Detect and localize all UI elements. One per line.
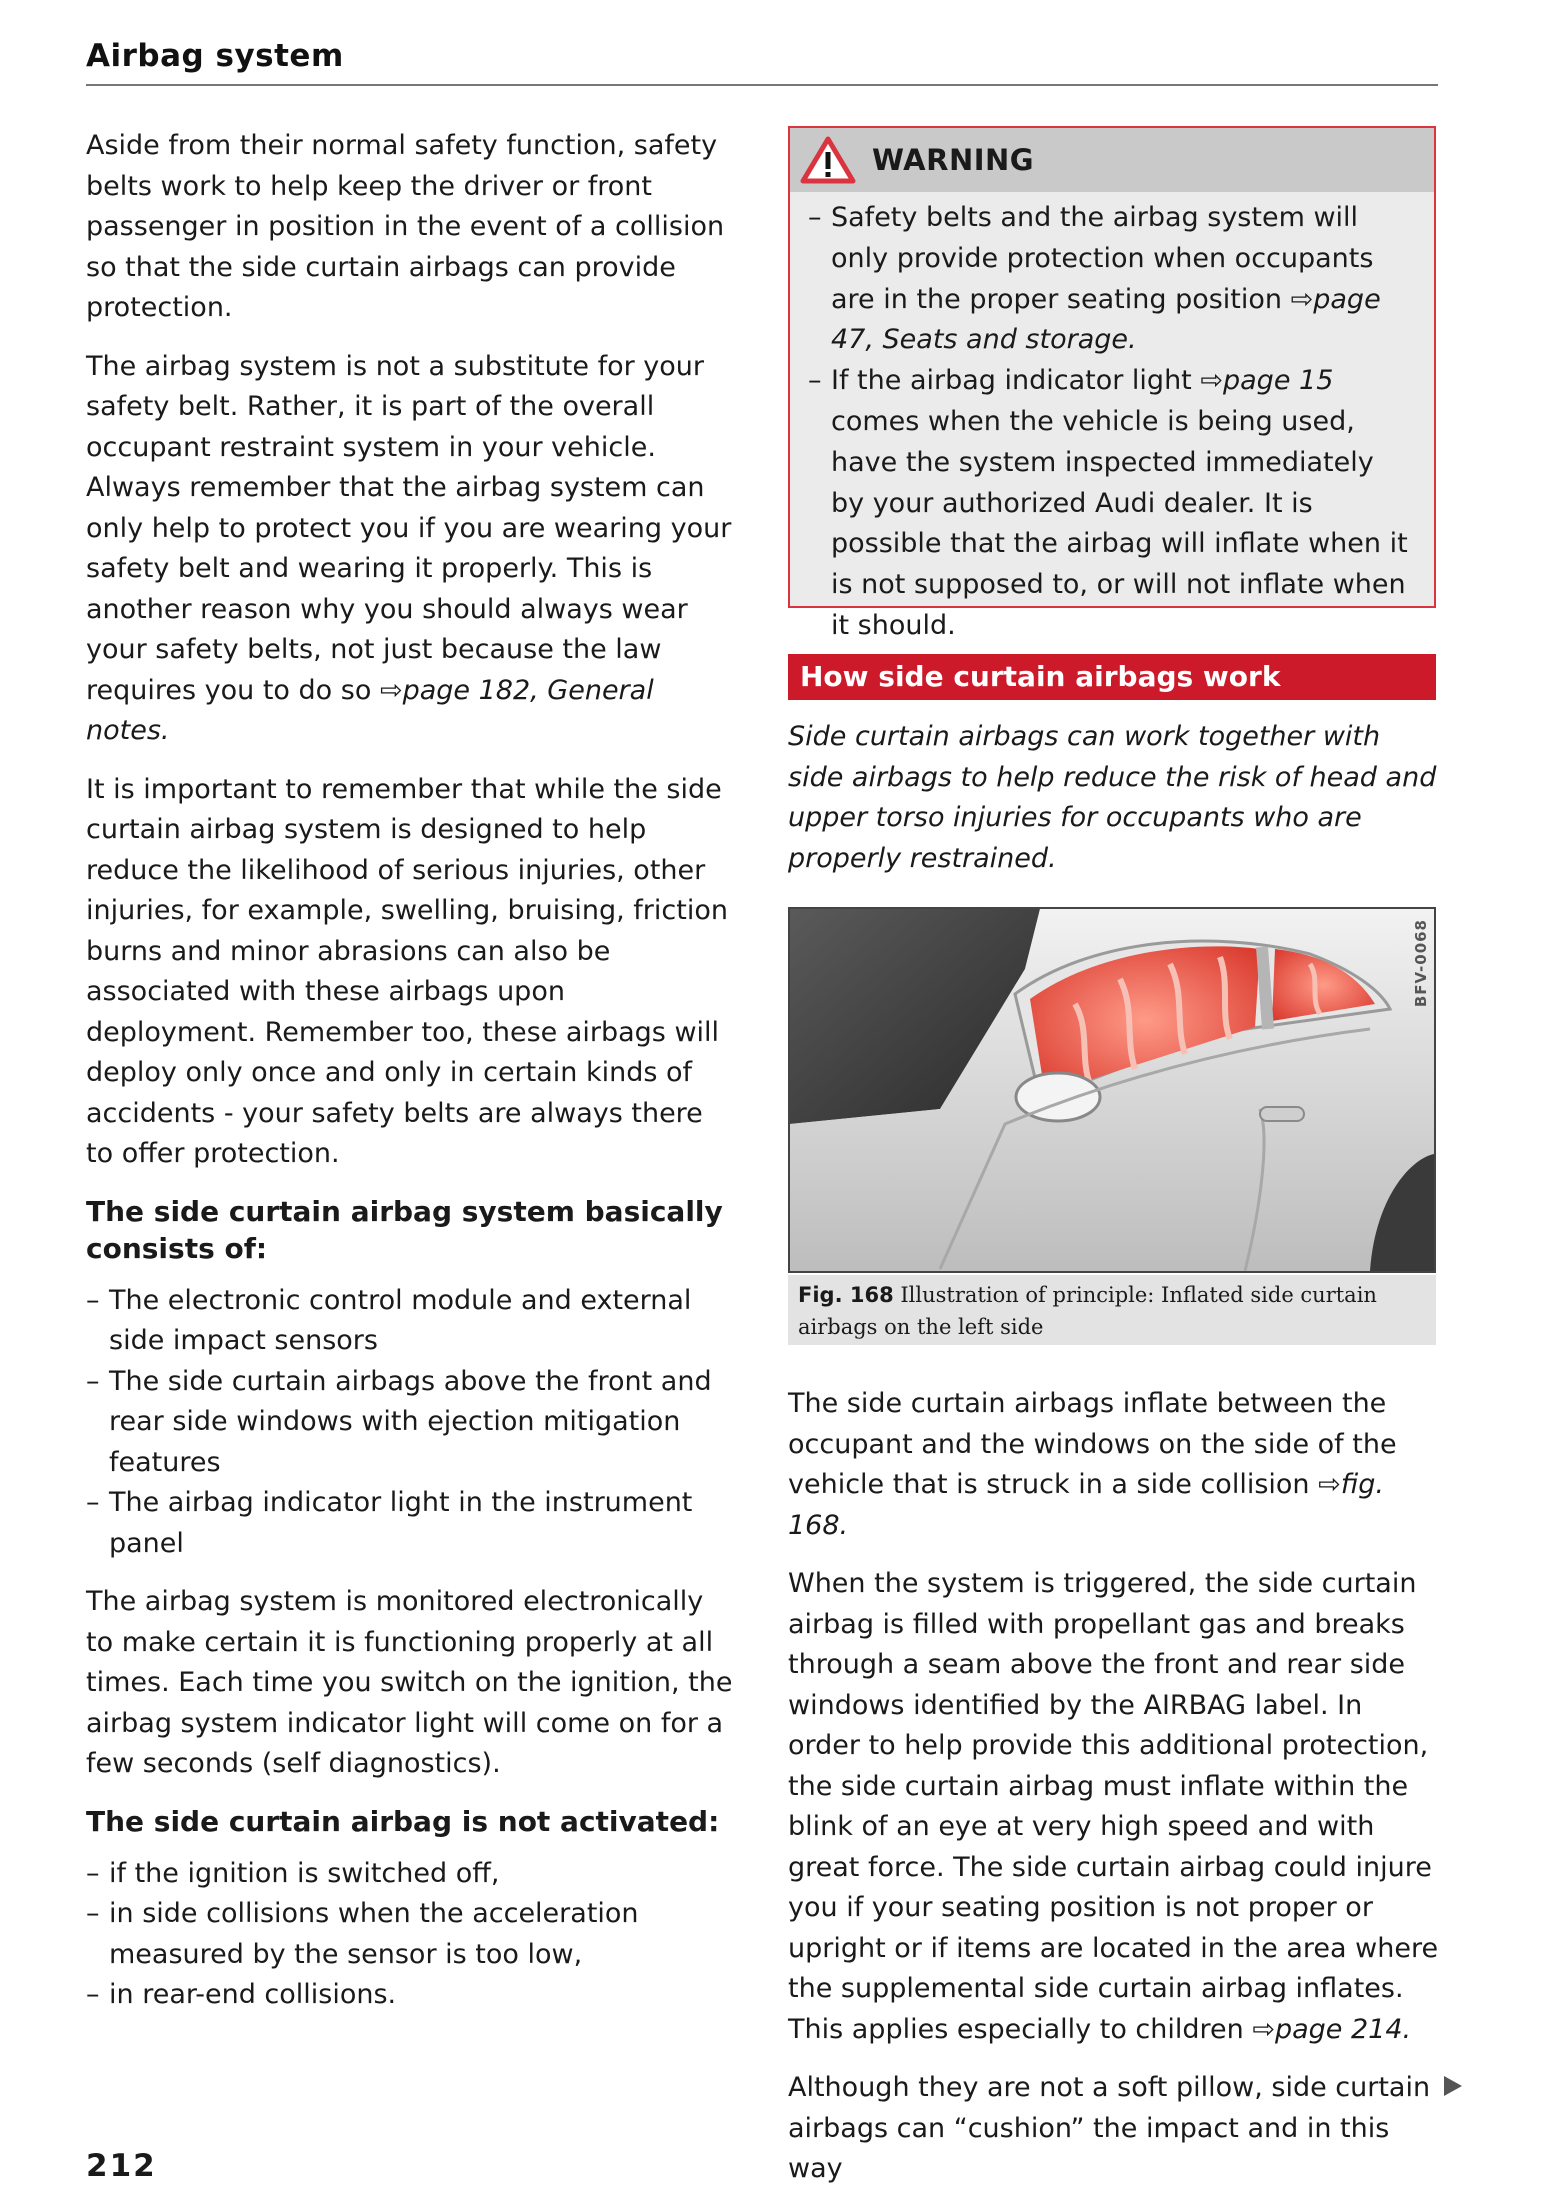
right-paragraph-3: Although they are not a soft pillow, side curtain airbags can “cushion” the impact and in this way bbox=[788, 2072, 1431, 2184]
page-header-title: Airbag system bbox=[86, 38, 344, 74]
header-divider bbox=[86, 84, 1438, 86]
airbag-illustration bbox=[788, 907, 1436, 1273]
figure-caption bbox=[788, 1275, 1436, 1345]
left-paragraph-2-text: The airbag system is not a substitute for your safety belt. Rather, it is part of the overall occupant restraint system in your vehicle. Always remember that the airbag system can only help to protect you if you are wearing your safety belt and wearing it properly. This is another reason why you should always wear your safety belts, not just because the law requires you to do so bbox=[86, 350, 732, 706]
warning-triangle-icon bbox=[800, 136, 856, 184]
list-item: – The electronic control module and external side impact sensors bbox=[86, 1281, 736, 1362]
warning-header bbox=[790, 128, 1434, 192]
right-paragraph-1-text: The side curtain airbags inflate between the occupant and the windows on the side of the vehicle that is struck in a side collision bbox=[788, 1388, 1397, 1500]
figure-code: BFV-0068 bbox=[1412, 919, 1430, 1008]
warning-item-indicator bbox=[808, 361, 1410, 647]
left-paragraph-1: Aside from their normal safety function, safety belts work to help keep the driver or front passenger in position in the event of a collision so that the side curtain airbags can provide protection. bbox=[86, 130, 725, 323]
warning-box bbox=[788, 126, 1436, 641]
list-item: – in side collisions when the acceleration measured by the sensor is too low, bbox=[86, 1894, 736, 1975]
left-paragraph-2 bbox=[86, 347, 736, 752]
warning-item-text: comes when the vehicle is being used, have the system inspected immediately by your authorized Audi dealer. It is possible that the airbag will inflate when it is not supposed to, or will not inflate when it should. bbox=[831, 405, 1408, 641]
page-number: 212 bbox=[86, 2148, 157, 2184]
fig-168-link[interactable]: ⇨fig. 168. bbox=[788, 1469, 1384, 1541]
continue-arrow-icon bbox=[1444, 2076, 1462, 2096]
figure-label: Fig. 168 bbox=[798, 1283, 894, 1307]
section-heading-bar: How side curtain airbags work bbox=[788, 654, 1436, 700]
page-15-link[interactable]: ⇨page 15 bbox=[1200, 365, 1334, 397]
section-intro: Side curtain airbags can work together with side airbags to help reduce the risk of head and upper torso injuries for occupants who are properly restrained. bbox=[788, 721, 1437, 874]
page-182-link[interactable]: ⇨page 182, General notes. bbox=[86, 674, 654, 746]
warning-list bbox=[808, 198, 1410, 647]
page-47-link[interactable]: ⇨page 47, Seats and storage. bbox=[831, 283, 1381, 356]
right-paragraph-2-text: When the system is triggered, the side curtain airbag is filled with propellant gas and breaks through a seam above the front and rear side windows identified by the AIRBAG label. In order to help provide this additional protection, the side curtain airbag must inflate within the blink of an eye at very high speed and with great force. The side curtain airbag could injure you if your seating position is not proper or upright or if items are located in the area where the supplemental side curtain airbag inflates. This applies especially to children bbox=[788, 1568, 1439, 2045]
car-side-curtain-airbag-illustration bbox=[790, 909, 1434, 1271]
warning-title: WARNING bbox=[872, 143, 1035, 177]
list-item: – The airbag indicator light in the instrument panel bbox=[86, 1483, 736, 1564]
warning-body bbox=[790, 192, 1434, 647]
warning-item-text: Safety belts and the airbag system will only provide protection when occupants are in the proper seating position bbox=[831, 202, 1374, 315]
warning-item-seating bbox=[808, 198, 1410, 361]
system-components-list bbox=[86, 1281, 736, 1565]
left-paragraph-4: The airbag system is monitored electronically to make certain it is functioning properly at all times. Each time you switch on the ignition, the airbag system indicator light will come on for a few seconds (self diagnostics). bbox=[86, 1586, 733, 1779]
left-paragraph-3: It is important to remember that while the side curtain airbag system is designed to help reduce the likelihood of serious injuries, other injuries, for example, swelling, bruising, friction burns and minor abrasions can also be associated with these airbags upon deployment. Remember too, these airbags will deploy only once and only in certain kinds of accidents - your safety belts are always there to offer protection. bbox=[86, 773, 728, 1169]
figure-caption-text: Illustration of principle: Inflated side curtain airbags on the left side bbox=[798, 1283, 1377, 1339]
system-components-heading: The side curtain airbag system basically consists of: bbox=[86, 1194, 723, 1265]
list-item: – if the ignition is switched off, bbox=[86, 1854, 736, 1895]
warning-item-text: If the airbag indicator light bbox=[831, 365, 1192, 397]
not-activated-heading: The side curtain airbag is not activated: bbox=[86, 1804, 720, 1838]
right-paragraph-2 bbox=[788, 1564, 1440, 2050]
list-item: – The side curtain airbags above the front and rear side windows with ejection mitigation features bbox=[86, 1362, 736, 1484]
left-column bbox=[86, 126, 736, 2034]
page-214-link[interactable]: ⇨page 214. bbox=[1252, 2013, 1412, 2045]
list-item: – in rear-end collisions. bbox=[86, 1975, 736, 2016]
right-paragraph-1 bbox=[788, 1384, 1440, 1546]
right-column bbox=[788, 1384, 1440, 2208]
not-activated-list bbox=[86, 1854, 736, 2016]
